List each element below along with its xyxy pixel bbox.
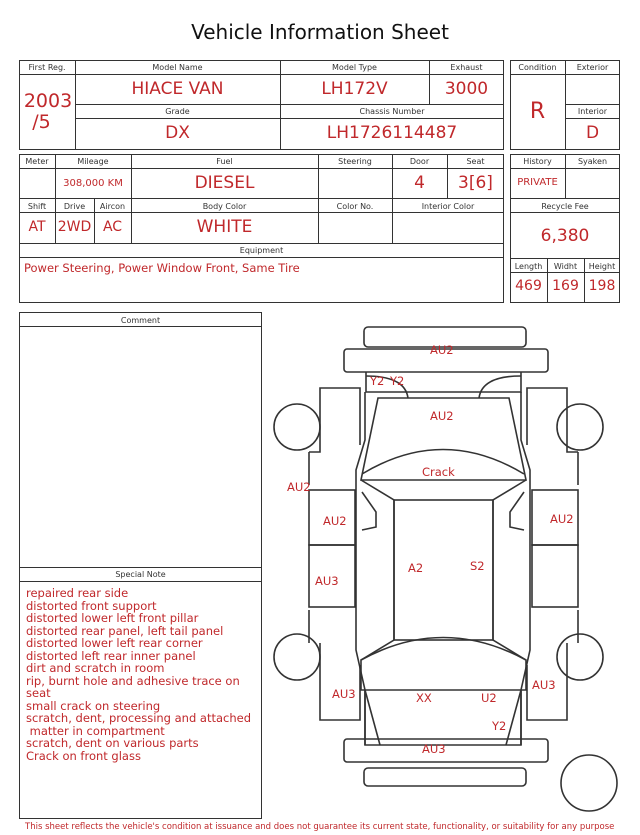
fuel-label: Fuel (216, 157, 233, 166)
special-note-label: Special Note (115, 570, 166, 579)
height-value: 198 (588, 278, 616, 294)
left-front-fender (309, 388, 360, 485)
mark-left-rear-quarter: AU3 (332, 687, 356, 701)
mark-rear-y2: Y2 (492, 719, 507, 733)
special-note-item: rip, burnt hole and adhesive trace on (26, 673, 240, 688)
grade-label: Grade (165, 107, 190, 116)
left-rear-fender (309, 610, 360, 720)
left-front-wheel (274, 404, 320, 450)
special-note-item: scratch, dent, processing and attached (26, 711, 252, 725)
special-note-item: distorted lower left front pillar (26, 611, 199, 625)
vehicle-damage-diagram (270, 320, 630, 820)
first-reg-month: /5 (32, 111, 51, 133)
left-rear-wheel (274, 634, 320, 680)
special-note-item: Crack on front glass (26, 748, 141, 763)
condition-label: Condition (518, 63, 557, 72)
right-front-wheel (557, 404, 603, 450)
rear-bumper-bottom (364, 768, 526, 786)
exhaust-value: 3000 (444, 79, 489, 99)
mark-rear-bumper: AU3 (422, 742, 446, 756)
special-note-item: distorted left rear inner panel (26, 648, 196, 663)
mark-y2-left: Y2 (370, 374, 385, 388)
grade-value: DX (165, 123, 190, 143)
fuel-value: DIESEL (194, 173, 255, 193)
right-rear-wheel (557, 634, 603, 680)
aircon-label: Aircon (99, 202, 126, 211)
door-value: 4 (414, 173, 425, 193)
equipment-label: Equipment (239, 246, 284, 255)
length-label: Length (514, 262, 543, 271)
mark-left-front-pillar: AU2 (287, 480, 311, 494)
disclaimer-footer: This sheet reflects the vehicle's condition at issuance and does not guarantee its current state, functionality, or suitability for any purpose (25, 822, 615, 832)
first-reg-year: 2003 (23, 90, 73, 112)
special-note-list (26, 587, 251, 762)
right-pillar (493, 480, 526, 660)
rear-bumper (344, 739, 548, 762)
mark-tailgate-right: U2 (481, 691, 497, 705)
mark-roof-left: A2 (408, 561, 424, 575)
body-color-label: Body Color (202, 202, 247, 211)
height-label: Height (588, 262, 616, 271)
rear-lines (365, 690, 521, 745)
exterior-label: Exterior (576, 63, 609, 72)
mark-left-front-door: AU2 (323, 514, 347, 528)
tailgate-left (365, 690, 380, 745)
left-pillar (361, 480, 394, 660)
mark-tailgate-left: XX (416, 691, 432, 705)
mark-y2-right: Y2 (390, 374, 405, 388)
chassis-value: LH1726114487 (326, 123, 458, 143)
width-value: 169 (552, 278, 579, 294)
meter-label: Meter (25, 157, 49, 166)
mark-front-bumper: AU2 (430, 343, 454, 357)
model-type-label: Model Type (332, 63, 377, 72)
model-type-value: LH172V (321, 79, 388, 99)
body-right-side (521, 392, 530, 745)
recycle-fee-value: 6,380 (540, 226, 590, 246)
right-rear-fender (527, 610, 578, 720)
comment-label: Comment (120, 316, 161, 325)
first-reg-label: First Reg. (28, 63, 66, 72)
special-note-item: distorted front support (26, 598, 157, 613)
model-name-label: Model Name (152, 63, 203, 72)
model-name-value: HIACE VAN (131, 79, 224, 99)
body-color-value: WHITE (196, 217, 253, 237)
steering-label: Steering (338, 157, 372, 166)
interior-grade-value: D (585, 123, 600, 143)
special-note-item: repaired rear side (26, 586, 129, 600)
mark-left-rear-door: AU3 (315, 574, 339, 588)
tailgate-right (506, 690, 521, 745)
mileage-label: Mileage (77, 157, 109, 166)
chassis-label: Chassis Number (359, 107, 425, 116)
left-mirror (362, 492, 376, 530)
equipment-value: Power Steering, Power Window Front, Same Tire (24, 261, 300, 275)
door-label: Door (409, 157, 430, 166)
mark-right-rear-quarter: AU3 (532, 678, 556, 692)
shift-label: Shift (27, 202, 47, 211)
mark-windshield: Crack (422, 465, 455, 479)
right-mirror (510, 492, 524, 530)
seat-value: 3[6] (458, 173, 493, 193)
special-note-item: matter in compartment (26, 723, 165, 738)
special-note-item: dirt and scratch in room (26, 661, 165, 675)
shift-value: AT (28, 219, 46, 235)
history-label: History (523, 157, 552, 166)
recycle-fee-label: Recycle Fee (541, 202, 589, 211)
special-note-item: seat (26, 686, 51, 700)
mark-hood: AU2 (430, 409, 454, 423)
syaken-label: Syaken (577, 157, 608, 166)
interior-color-label: Interior Color (421, 202, 475, 211)
length-value: 469 (515, 278, 542, 294)
mark-roof-right: S2 (470, 559, 485, 573)
seat-label: Seat (466, 157, 485, 166)
special-note-item: distorted lower left rear corner (26, 636, 203, 650)
aircon-value: AC (102, 219, 123, 235)
right-front-fender (527, 388, 578, 485)
mileage-value: 308,000 KM (63, 178, 123, 189)
condition-grade-value: R (529, 99, 546, 124)
color-no-label: Color No. (336, 202, 374, 211)
right-rear-door (532, 545, 578, 607)
mark-right-front-door: AU2 (550, 512, 574, 526)
exhaust-label: Exhaust (450, 63, 483, 72)
history-value: PRIVATE (517, 177, 558, 188)
page-title: Vehicle Information Sheet (191, 20, 449, 44)
interior-label: Interior (577, 107, 608, 116)
special-note-item: distorted rear panel, left tail panel (26, 623, 224, 638)
spare-wheel (561, 755, 617, 811)
drive-label: Drive (63, 202, 86, 211)
headlight-right (479, 376, 521, 398)
special-note-item: small crack on steering (26, 698, 161, 713)
special-note-item: scratch, dent on various parts (26, 736, 199, 750)
drive-value: 2WD (57, 219, 92, 235)
width-label: Widht (553, 262, 578, 271)
